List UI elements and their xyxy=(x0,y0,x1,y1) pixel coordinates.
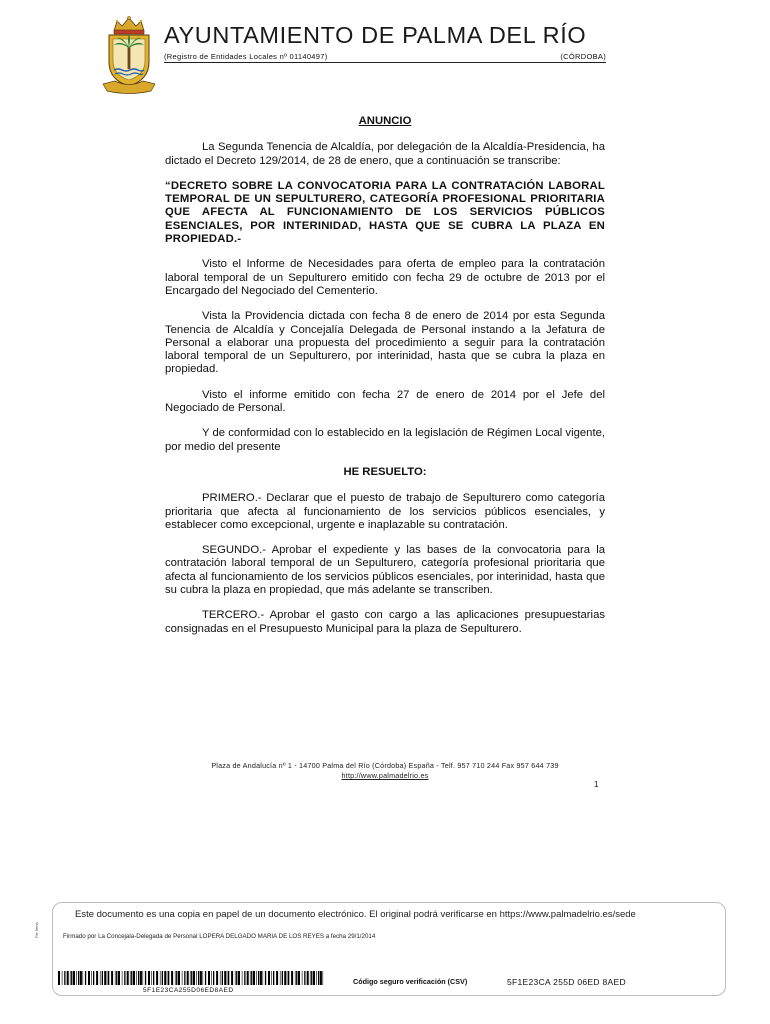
conformidad-paragraph: Y de conformidad con lo establecido en la legislación de Régimen Local vigente, por medio del presente xyxy=(165,427,605,453)
signed-by-text: Firmado por La Concejala-Delegada de Personal LOPERA DELGADO MARIA DE LOS REYES a fecha 29/1/2014 xyxy=(63,933,376,940)
visto-informe-jefe-paragraph: Visto el informe emitido con fecha 27 de enero de 2014 por el Jefe del Negociado de Personal. xyxy=(165,388,605,415)
verification-box xyxy=(52,902,726,996)
barcode-text: 5F1E23CA255D06ED8AED xyxy=(143,987,234,994)
csv-value: 5F1E23CA 255D 06ED 8AED xyxy=(507,977,626,987)
csv-label: Código seguro verificación (CSV) xyxy=(353,977,468,986)
tercero-paragraph: TERCERO.- Aprobar el gasto con cargo a las aplicaciones presupuestarias consignadas en el Presupuesto Municipal para la plaza de Sepulturero. xyxy=(165,609,605,635)
providencia-paragraph: Vista la Providencia dictada con fecha 8 de enero de 2014 por esta Segunda Tenencia de Alcaldía y Concejalía Delegada de Personal instando a la Jefatura de Personal a elaborar una propuesta del procedimiento a seguir para la contratación laboral temporal de un Sepulturero, por interinidad, hasta que se cubra la plaza en propiedad. xyxy=(165,310,605,376)
decreto-title: “DECRETO SOBRE LA CONVOCATORIA PARA LA CONTRATACIÓN LABORAL TEMPORAL DE UN SEPULTURERO, CATEGORÍA PROFESIONAL PRIORITARIA QUE AFECTA AL FUNCIONAMIENTO DE LOS SERVICIOS PÚBLICOS ESENCIALES, POR INTERINIDAD, HASTA QUE SE CUBRA LA PLAZA EN PROPIEDAD.- xyxy=(165,179,605,246)
page-number: 1 xyxy=(594,780,599,789)
coat-of-arms-logo xyxy=(100,14,158,94)
resolution-heading: HE RESUELTO: xyxy=(343,465,427,478)
document-body xyxy=(165,115,605,648)
provincia-text: (CÓRDOBA) xyxy=(560,52,606,61)
side-vertical-label: Pie firma xyxy=(34,922,39,938)
registro-text: (Registro de Entidades Locales nº 01140497) xyxy=(164,52,328,61)
header-subline xyxy=(164,50,606,63)
intro-paragraph: La Segunda Tenencia de Alcaldía, por delegación de la Alcaldía-Presidencia, ha dictado el Decreto 129/2014, de 28 de enero, que a continuación se transcribe: xyxy=(165,141,605,167)
address-text: Plaza de Andalucía nº 1 - 14700 Palma del Río (Córdoba) España - Telf. 957 710 244 Fax 957 644 739 xyxy=(211,761,559,770)
copy-note: Este documento es una copia en papel de un documento electrónico. El original podrá verificarse en https://www.palmadelrio.es/sede xyxy=(75,909,636,920)
footer-address xyxy=(165,761,605,781)
primero-paragraph: PRIMERO.- Declarar que el puesto de trabajo de Sepulturero como categoría prioritaria que afecta al funcionamiento de los servicios públicos esenciales, y establecer como excepcional, urgente e inaplazable su contratación. xyxy=(165,492,605,531)
document-heading: ANUNCIO xyxy=(358,115,412,127)
website-link[interactable]: http://www.palmadelrio.es xyxy=(341,771,429,780)
barcode-image xyxy=(58,971,326,985)
segundo-paragraph: SEGUNDO.- Aprobar el expediente y las bases de la convocatoria para la contratación laboral temporal de un Sepulturero, categoría profesional prioritaria que afecta al funcionamiento de los servicios públicos esenciales, por interinidad, hasta que su cubra la plaza en propiedad, que más adelante se transcriben. xyxy=(165,544,605,597)
visto-informe-paragraph: Visto el Informe de Necesidades para oferta de empleo para la contratación laboral temporal de un Sepulturero emitido con fecha 29 de octubre de 2013 por el Encargado del Negociado del Cementerio. xyxy=(165,258,605,297)
organization-title: AYUNTAMIENTO DE PALMA DEL RÍO xyxy=(164,22,587,48)
